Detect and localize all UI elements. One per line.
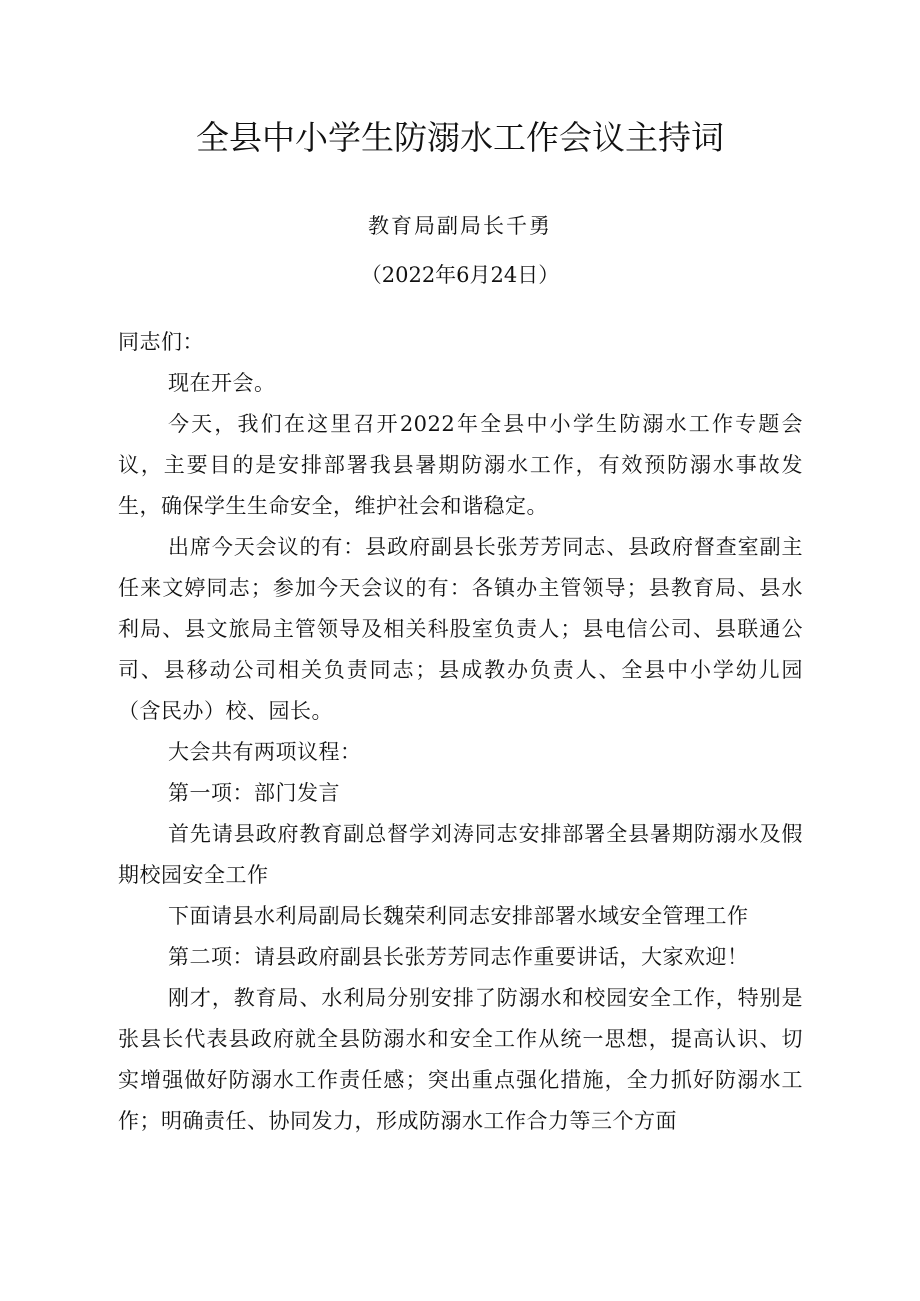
- document-date: （2022年6月24日）: [360, 263, 560, 287]
- paragraph-purpose: 今天，我们在这里召开2022年全县中小学生防溺水工作专题会议，主要目的是安排部署我县暑期防溺水工作，有效预防溺水事故发生，确保学生生命安全，维护社会和谐稳定。: [118, 412, 803, 518]
- paragraph-attendees: 出席今天会议的有：县政府副县长张芳芳同志、县政府督查室副主任来文婷同志；参加今天会议的有：各镇办主管领导；县教育局、县水利局、县文旅局主管领导及相关科股室负责人；县电信公司、县联通公司、县移动公司相关负责同志；县成教办负责人、全县中小学幼儿园（含民办）校、园长。: [118, 535, 803, 723]
- salutation: 同志们：: [118, 330, 204, 354]
- paragraph-opening: 现在开会。: [168, 371, 276, 395]
- paragraph-agenda-intro: 大会共有两项议程：: [168, 740, 362, 764]
- paragraph-agenda-item-1: 第一项：部门发言: [168, 781, 340, 805]
- document-body: [118, 322, 803, 1142]
- paragraph-speaker-2: 下面请县水利局副局长魏荣利同志安排部署水域安全管理工作: [168, 904, 749, 928]
- paragraph-summary: 刚才，教育局、水利局分别安排了防溺水和校园安全工作，特别是张县长代表县政府就全县防溺水和安全工作从统一思想，提高认识、切实增强做好防溺水工作责任感；突出重点强化措施，全力抓好防溺水工作；明确责任、协同发力，形成防溺水工作合力等三个方面: [118, 986, 803, 1133]
- paragraph-speaker-1: 首先请县政府教育副总督学刘涛同志安排部署全县暑期防溺水及假期校园安全工作: [118, 822, 803, 887]
- document-title: 全县中小学生防溺水工作会议主持词: [196, 118, 724, 157]
- document-author: 教育局副局长千勇: [368, 214, 552, 238]
- paragraph-agenda-item-2: 第二项：请县政府副县长张芳芳同志作重要讲话，大家欢迎！: [168, 945, 749, 969]
